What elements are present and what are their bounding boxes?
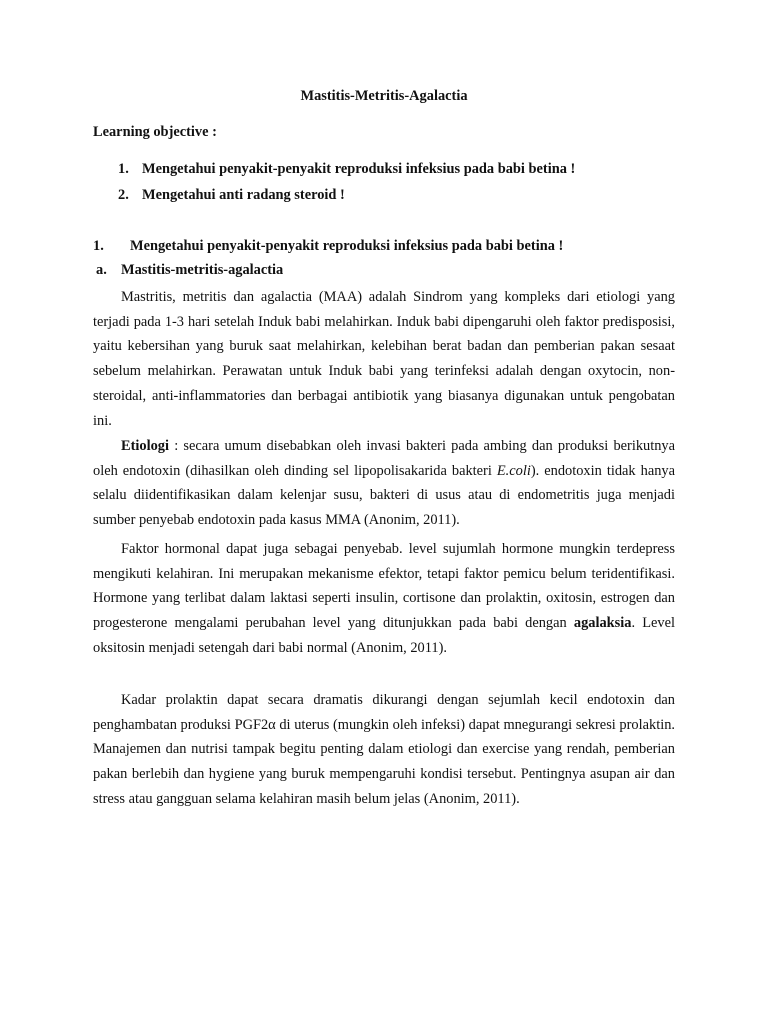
objective-number: 1. (118, 161, 129, 177)
agalaksia-term: agalaksia (573, 615, 632, 632)
objective-number: 2. (118, 187, 129, 203)
learning-objective-label: Learning objective : (93, 124, 217, 140)
paragraph-prolaktin: Kadar prolaktin dapat secara dramatis dikurangi dengan sejumlah kecil endotoxin dan penghambatan produksi PGF2α di uterus (mungkin oleh infeksi) dapat mnegurangi sekresi prolaktin. Manajemen dan nutrisi tampak begitu penting dalam etiologi dan exercise yang rendah, pemberian pakan berlebih dan hygiene yang buruk mempengaruhi kondisi tersebut. Pentingnya asupan air dan stress atau gangguan selama kelahiran masih belum jelas (Anonim, 2011). (93, 692, 675, 807)
hormonal-text-2: . Level oksitosin menjadi setengah dari babi normal (Anonim, 2011). (93, 615, 675, 656)
subsection-title: Mastitis-metritis-agalactia (121, 262, 284, 278)
paragraph-hormonal (93, 537, 675, 661)
paragraph-mma-intro: Mastritis, metritis dan agalactia (MAA) adalah Sindrom yang kompleks dari etiologi yang terjadi pada 1-3 hari setelah Induk babi melahirkan. Induk babi dipengaruhi oleh faktor predisposisi, yaitu kebersihan yang buruk saat melahirkan, kelebihan berat badan dan pemberian pakan sesaat sebelum melahirkan. Perawatan untuk Induk babi yang terinfeksi adalah dengan oxytocin, non-steroidal, anti-inflammatories dan berbagai antibiotik yang biasanya digunakan untuk pengobatan ini. (93, 289, 675, 429)
etiologi-term: Etiologi (121, 438, 169, 454)
paragraph-etiologi (93, 434, 675, 533)
etiologi-text-1: : secara umum disebabkan oleh invasi bakteri pada ambing dan produksi berikutnya oleh endotoxin (dihasilkan oleh dinding sel lipopolisakarida bakteri (93, 438, 675, 479)
etiologi-text-2: ). endotoxin tidak hanya selalu diidentifikasikan dalam kelenjar susu, bakteri di usus atau di endometritis juga menjadi sumber penyebab endotoxin pada kasus MMA (Anonim, 2011). (93, 462, 675, 529)
ecoli-term: E.coli (496, 462, 531, 479)
section-number: 1. (93, 238, 104, 254)
objective-text: Mengetahui anti radang steroid ! (142, 187, 345, 203)
section-title: Mengetahui penyakit-penyakit reproduksi infeksius pada babi betina ! (130, 238, 564, 254)
objective-text: Mengetahui penyakit-penyakit reproduksi infeksius pada babi betina ! (142, 161, 576, 177)
hormonal-text-1: Faktor hormonal dapat juga sebagai penyebab. level sujumlah hormone mungkin terdepress mengikuti kelahiran. Ini merupakan mekanisme efektor, tetapi faktor pemicu belum teridentifikasi. Hormone yang terlibat dalam laktasi seperti insulin, cortisone dan prolaktin, oxitosin, estrogen dan progesterone mengalami perubahan level yang ditunjukkan pada babi dengan (93, 541, 675, 632)
subsection-letter: a. (96, 262, 107, 278)
document-title: Mastitis-Metritis-Agalactia (300, 88, 468, 104)
